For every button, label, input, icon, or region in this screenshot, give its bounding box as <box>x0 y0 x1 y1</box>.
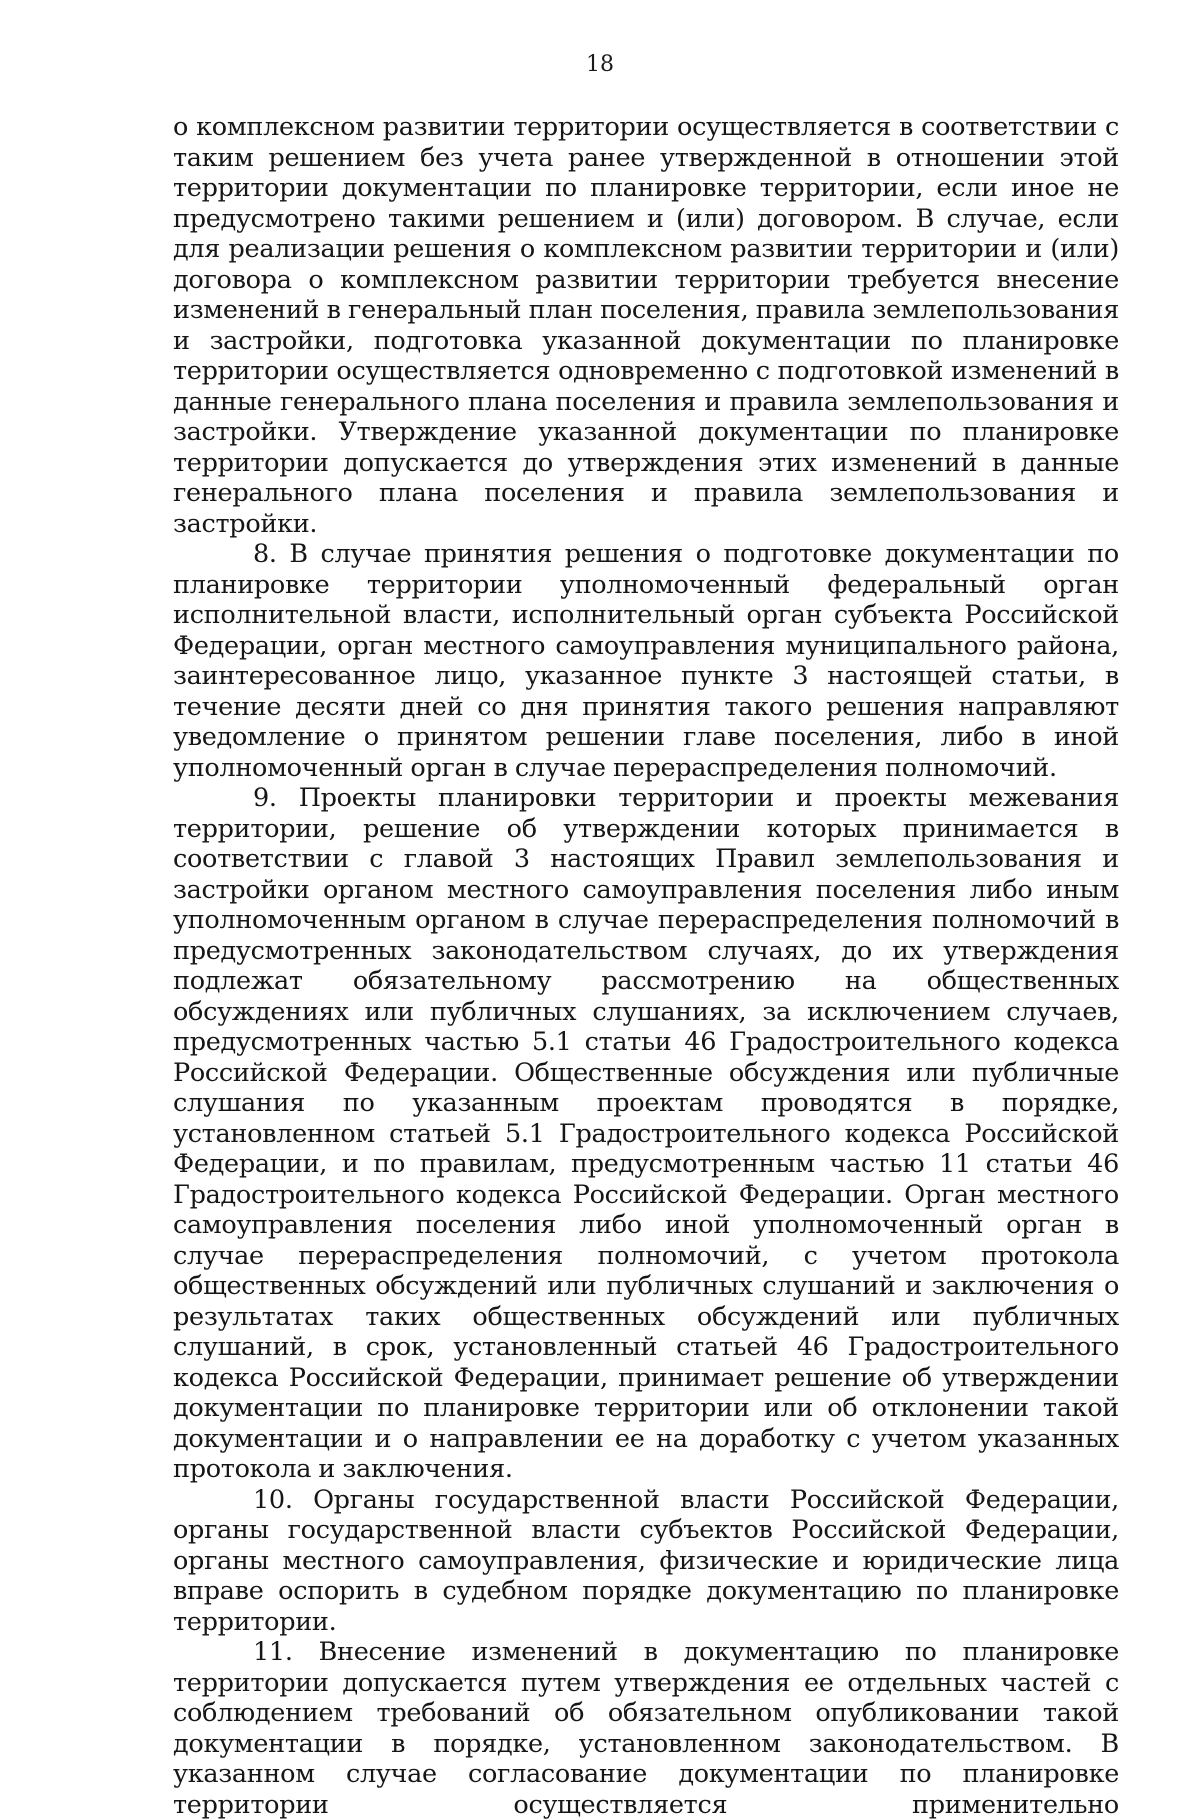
paragraph-continuation: о комплексном развитии территории осуществляется в соответствии с таким решением без учета ранее утвержденной в отношении этой территории документации по планировке территории, если иное не предусмотрено такими решением и (или) договором. В случае, если для реализации решения о комплексном развитии территории и (или) договора о комплексном развитии территории требуется внесение изменений в генеральный план поселения, правила землепользования и застройки, подготовка указанной документации по планировке территории осуществляется одновременно с подготовкой изменений в данные генерального плана поселения и правила землепользования и застройки. Утверждение указанной документации по планировке территории допускается до утверждения этих изменений в данные генерального плана поселения и правила землепользования и застройки. <box>173 112 1119 539</box>
paragraph-item-10: 10. Органы государственной власти Российской Федерации, органы государственной власти субъектов Российской Федерации, органы местного самоуправления, физические и юридические лица вправе оспорить в судебном порядке документацию по планировке территории. <box>173 1484 1119 1637</box>
paragraph-item-9: 9. Проекты планировки территории и проекты межевания территории, решение об утверждении которых принимается в соответствии с главой 3 настоящих Правил землепользования и застройки органом местного самоуправления поселения либо иным уполномоченным органом в случае перераспределения полномочий в предусмотренных законодательством случаях, до их утверждения подлежат обязательному рассмотрению на общественных обсуждениях или публичных слушаниях, за исключением случаев, предусмотренных частью 5.1 статьи 46 Градостроительного кодекса Российской Федерации. Общественные обсуждения или публичные слушания по указанным проектам проводятся в порядке, установленном статьей 5.1 Градостроительного кодекса Российской Федерации, и по правилам, предусмотренным частью 11 статьи 46 Градостроительного кодекса Российской Федерации. Орган местного самоуправления поселения либо иной уполномоченный орган в случае перераспределения полномочий, с учетом протокола общественных обсуждений или публичных слушаний и заключения о результатах таких общественных обсуждений или публичных слушаний, в срок, установленный статьей 46 Градостроительного кодекса Российской Федерации, принимает решение об утверждении документации по планировке территории или об отклонении такой документации и о направлении ее на доработку с учетом указанных протокола и заключения. <box>173 783 1119 1484</box>
paragraph-item-11: 11. Внесение изменений в документацию по планировке территории допускается путем утверждения ее отдельных частей с соблюдением требований об обязательном опубликовании такой документации в порядке, установленном законодательством. В указанном случае согласование документации по планировке территории осуществляется применительно <box>173 1637 1119 1820</box>
page-number: 18 <box>586 52 614 77</box>
document-body <box>173 112 1119 1820</box>
paragraph-item-8: 8. В случае принятия решения о подготовке документации по планировке территории уполномоченный федеральный орган исполнительной власти, исполнительный орган субъекта Российской Федерации, орган местного самоуправления муниципального района, заинтересованное лицо, указанное пункте 3 настоящей статьи, в течение десяти дней со дня принятия такого решения направляют уведомление о принятом решении главе поселения, либо в иной уполномоченный орган в случае перераспределения полномочий. <box>173 539 1119 783</box>
